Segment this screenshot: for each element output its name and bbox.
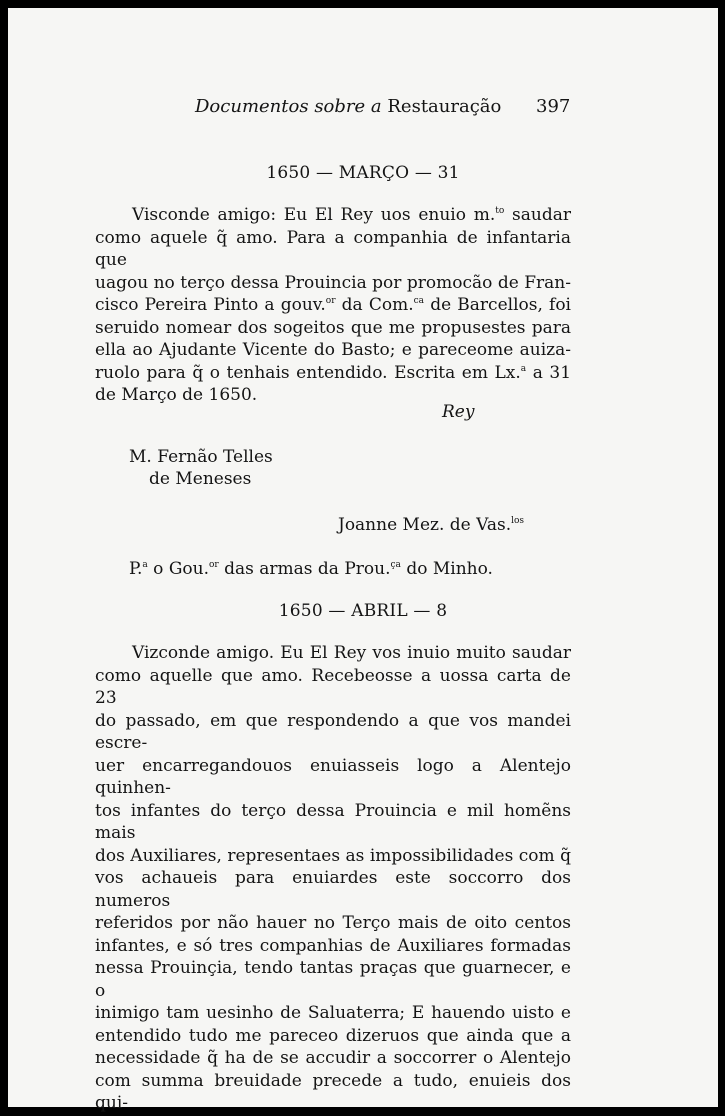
secretary-name-line1: M. Fernão Telles: [129, 447, 273, 467]
running-title: [195, 96, 501, 117]
text-line: como aquele q̃ amo. Para a companhia de infantaria que: [95, 227, 571, 270]
text-line: seruido nomear dos sogeitos que me propusestes para: [95, 317, 571, 338]
text-line: inimigo tam uesinho de Saluaterra; E hauendo uisto e: [95, 1003, 571, 1023]
text-line: uagou no terço dessa Prouincia por promocão de Fran-: [95, 272, 571, 293]
running-header: [8, 96, 718, 126]
countersignature: Joanne Mez. de Vas.$^{los}$: [338, 515, 525, 535]
running-title-word: Documentos: [195, 96, 309, 117]
text-line: Vizconde amigo. Eu El Rey vos inuio muito saudar: [132, 643, 571, 663]
letter1-body: [95, 204, 571, 407]
signature-rey: Rey: [442, 402, 475, 422]
letter2-date-heading: 1650 — ABRIL — 8: [278, 601, 448, 621]
text-line: de Março de 1650.: [95, 385, 258, 405]
text-line: uer encarregandouos enuiasseis logo a Alentejo quinhen-: [95, 755, 571, 798]
text-line: cisco Pereira Pinto a gouv.$^{or}$ da Com.$^{ca}$ de Barcellos, foi: [95, 295, 571, 315]
text-line: dos Auxiliares, representaes as impossibilidades com q̃: [95, 845, 571, 866]
text-line: referidos por não hauer no Terço mais de oito centos: [95, 913, 571, 933]
text-line: entendido tudo me pareceo dizeruos que ainda que a: [95, 1025, 571, 1046]
text-line: nessa Prouinçia, tendo tantas praças que guarnecer, e o: [95, 958, 571, 1001]
text-line: com summa breuidade precede a tudo, enuieis dos qui-: [95, 1070, 571, 1113]
text-line: tos infantes do terço dessa Prouincia e mil homẽns mais: [95, 800, 571, 843]
letter2-body: [95, 642, 571, 1115]
text-line: como aquelle que amo. Recebeosse a uossa carta de 23: [95, 665, 571, 708]
text-line: ruolo para q̃ o tenhais entendido. Escrita em Lx.$^a$ a 31: [95, 362, 572, 383]
book-page: [8, 8, 718, 1113]
running-title-word: sobre: [314, 96, 366, 117]
letter1-address: P.$^a$ o Gou.$^{or}$ das armas da Prou.$^{ça}$ do Minho.: [129, 559, 493, 579]
text-line: ella ao Ajudante Vicente do Basto; e pareceome auiza-: [95, 340, 571, 360]
running-title-word: Restauração: [387, 96, 502, 117]
secretary-name-line2: de Meneses: [149, 469, 252, 489]
text-line: necessidade q̃ ha de se accudir a soccorrer o Alentejo: [95, 1048, 571, 1068]
text-line: Visconde amigo: Eu El Rey uos enuio m.$^{to}$ saudar: [132, 205, 571, 225]
text-line: do passado, em que respondendo a que vos mandei escre-: [95, 710, 571, 753]
letter1-date-heading: 1650 — MARÇO — 31: [266, 163, 460, 183]
running-title-word: a: [370, 96, 382, 117]
text-line: vos achaueis para enuiardes este soccorro dos numeros: [95, 868, 571, 911]
page-number: 397: [536, 96, 571, 117]
text-line: infantes, e só tres companhias de Auxiliares formadas: [95, 935, 571, 956]
